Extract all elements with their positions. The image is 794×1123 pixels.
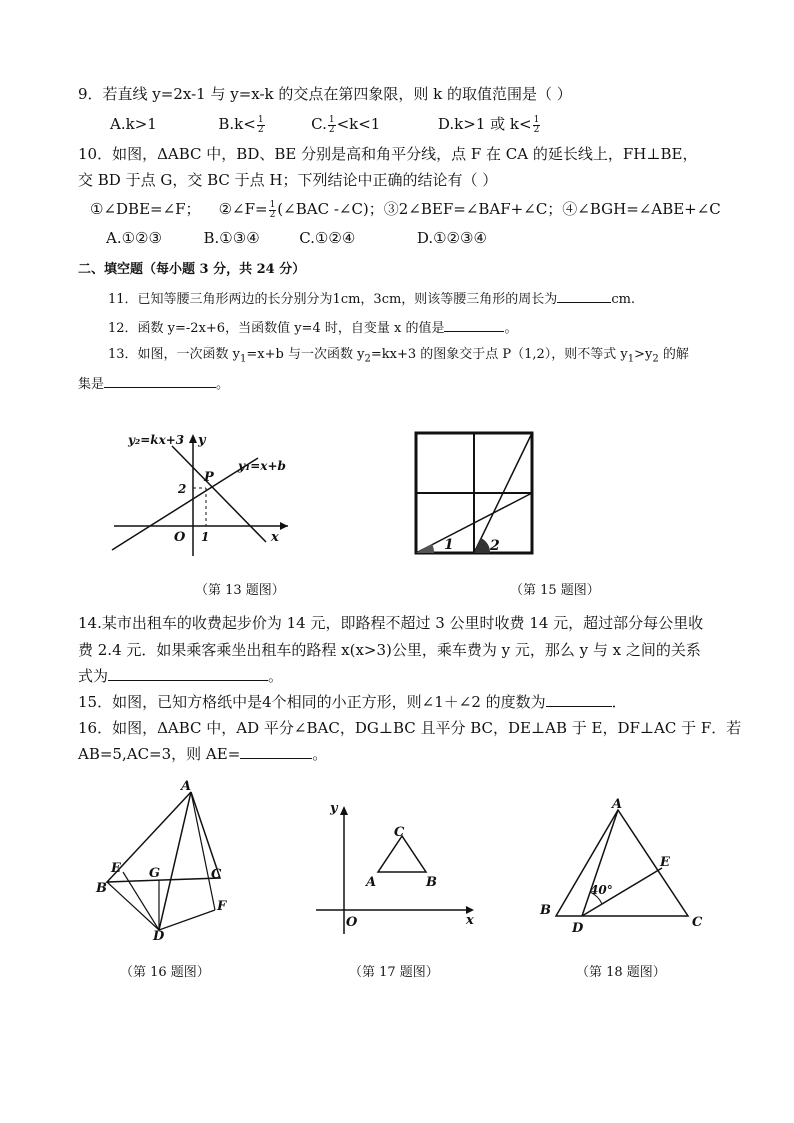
q11-blank <box>557 288 611 303</box>
fig13-label-p: P <box>204 470 214 485</box>
fig18-D: D <box>572 921 584 936</box>
fig18-E: E <box>660 855 670 870</box>
q9-options <box>110 114 541 135</box>
q10-option-b: B.①③④ <box>203 229 260 247</box>
q15-blank <box>546 692 612 707</box>
fig15-angle-1: 1 <box>444 537 454 553</box>
fig16-F: F <box>217 899 227 914</box>
q10-line2: 交 BD 于点 G，交 BC 于点 H；下列结论中正确的结论有（ ） <box>78 171 498 189</box>
fig18-B: B <box>540 903 551 918</box>
q9-option-d: D.k>1 或 k< $\frac{1}{2}$ <box>437 114 540 135</box>
q9-stem: 9．若直线 y=2x-1 与 y=x-k 的交点在第四象限，则 k 的取值范围是（ ） <box>78 85 572 103</box>
q11: 11．已知等腰三角形两边的长分别分为1cm，3cm，则该等腰三角形的周长为 cm. <box>108 288 635 310</box>
fig17-caption: （第 17 题图） <box>349 965 439 980</box>
fig18-angle: 40° <box>590 883 613 897</box>
q9-option-c: C. $\frac{1}{2}$ <k<1 <box>311 114 381 135</box>
fig17-A: A <box>366 875 377 890</box>
fig17-O: O <box>346 915 358 930</box>
q14-line1: 14.某市出租车的收费起步价为 14 元，即路程不超过 3 公里时收费 14 元，超过部分每公里收 <box>78 614 704 632</box>
figure-16-triangle <box>95 780 245 940</box>
q10-line1: 10．如图，ΔABC 中，BD、BE 分别是高和角平分线，点 F 在 CA 的延长线上，FH⊥BE， <box>78 145 698 163</box>
fig13-label-o: O <box>174 530 186 545</box>
q15: 15．如图，已知方格纸中是4个相同的小正方形，则∠1＋∠2 的度数为 ． <box>78 693 627 711</box>
q9-option-a: A.k>1 <box>110 115 157 133</box>
q13-blank <box>104 373 216 388</box>
figure-15-grid <box>412 430 538 556</box>
q14-blank <box>108 666 268 681</box>
fig16-A: A <box>181 780 192 794</box>
fig18-caption: （第 18 题图） <box>576 965 666 980</box>
q10-option-d: D.①②③④ <box>416 229 487 247</box>
fig17-C: C <box>394 825 405 840</box>
fig18-C: C <box>692 915 703 930</box>
q10-options <box>106 228 487 248</box>
section-heading: 二、填空题（每小题 3 分，共 24 分） <box>78 262 306 277</box>
q14-line2: 费 2.4 元．如果乘客乘坐出租车的路程 x(x>3)公里，乘车费为 y 元，那么 y 与 x 之间的关系 <box>78 641 701 659</box>
fig16-B: B <box>96 881 107 896</box>
fig16-D: D <box>153 929 165 940</box>
fig13-caption: （第 13 题图） <box>195 583 285 598</box>
fig18-A: A <box>612 797 623 812</box>
q10-statements: ①∠DBE=∠F； ②∠F= $\frac{1}{2}$ (∠BAC -∠C)；③2∠BEF=∠BAF+∠C；④∠BGH=∠ABE+∠C <box>90 199 721 220</box>
q14-line3: 式为 。 <box>78 667 284 685</box>
q10-option-c: C.①②④ <box>299 229 356 247</box>
fig13-label-y: y <box>198 433 206 448</box>
figure-18-triangle <box>536 780 716 940</box>
q16-line1: 16．如图，ΔABC 中，AD 平分∠BAC，DG⊥BC 且平分 BC，DE⊥AB 于 E，DF⊥AC 于 F．若 <box>78 719 742 737</box>
fig16-E: E <box>111 861 121 876</box>
fig15-angle-2: 2 <box>490 538 500 554</box>
figure-13-graph <box>108 428 294 558</box>
fig13-label-y1: y₁=x+b <box>238 459 286 473</box>
fig17-x: x <box>466 913 474 928</box>
q13-line2: 集是 。 <box>78 373 229 395</box>
fig13-label-1: 1 <box>201 530 210 544</box>
fig13-label-2: 2 <box>178 482 187 496</box>
fig16-caption: （第 16 题图） <box>120 965 210 980</box>
figure-17-axes <box>312 800 482 940</box>
fig17-y: y <box>330 801 338 816</box>
fig13-label-y2: y₂=kx+3 <box>128 433 185 447</box>
q16-blank <box>240 744 312 759</box>
q16-line2: AB=5,AC=3，则 AE= 。 <box>78 745 328 763</box>
q10-option-a: A.①②③ <box>106 229 162 247</box>
fig17-B: B <box>426 875 437 890</box>
fig16-G: G <box>149 866 161 881</box>
fig13-label-x: x <box>271 530 279 545</box>
q9-option-b: B.k< $\frac{1}{2}$ <box>218 114 264 135</box>
q13-line1: 13．如图，一次函数 $y_1=x+b$ 与一次函数 $y_2=kx+3$ 的图象交于点 P（1,2），则不等式 $y_1>y_2$ 的解 <box>108 347 689 365</box>
q12: 12．函数 y=-2x+6，当函数值 y=4 时，自变量 x 的值是 。 <box>108 317 517 339</box>
fig16-C: C <box>211 867 222 882</box>
q12-blank <box>444 317 504 332</box>
fig15-caption: （第 15 题图） <box>510 583 600 598</box>
